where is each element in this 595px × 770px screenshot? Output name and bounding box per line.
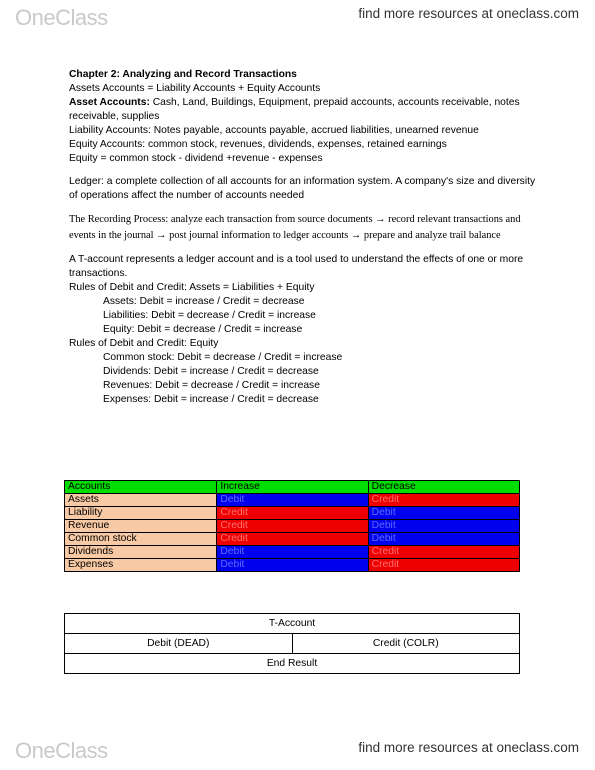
header-increase: Increase <box>217 481 368 494</box>
oneclass-logo[interactable]: OneClass <box>15 5 108 30</box>
increase-cell: Debit <box>217 546 368 559</box>
table-row <box>65 546 520 559</box>
asset-accounts-line <box>69 96 539 124</box>
account-cell: Liability <box>65 507 217 520</box>
account-cell: Assets <box>65 494 217 507</box>
table-row <box>65 507 520 520</box>
account-cell: Dividends <box>65 546 217 559</box>
liability-accounts-line: Liability Accounts: Notes payable, accounts payable, accrued liabilities, unearned revenue <box>69 125 479 136</box>
ledger-definition: Ledger: a complete collection of all accounts for an information system. A company's size and diversity of operations affect the number of accounts needed <box>69 176 536 201</box>
decrease-cell: Debit <box>368 520 519 533</box>
t-account-definition: A T-account represents a ledger account and is a tool used to understand the effects of one or more transactions. <box>69 254 524 279</box>
increase-cell: Debit <box>217 494 368 507</box>
rules-heading-2: Rules of Debit and Credit: Equity <box>69 338 219 349</box>
table-row <box>65 520 520 533</box>
decrease-cell: Debit <box>368 533 519 546</box>
rules-heading-1: Rules of Debit and Credit: Assets = Liabilities + Equity <box>69 282 315 293</box>
notes-content <box>69 68 539 407</box>
increase-cell: Debit <box>217 559 368 572</box>
rule-assets: Assets: Debit = increase / Credit = decrease <box>103 296 305 307</box>
equity-formula: Equity = common stock - dividend +revenue - expenses <box>69 153 323 164</box>
rule-dividends: Dividends: Debit = increase / Credit = decrease <box>103 366 319 377</box>
table-row <box>65 494 520 507</box>
t-account-result: End Result <box>65 654 520 674</box>
asset-accounts-label: Asset Accounts: <box>69 97 150 108</box>
table-row <box>65 559 520 572</box>
find-resources-link-footer[interactable]: find more resources at oneclass.com <box>358 740 579 755</box>
decrease-cell: Credit <box>368 546 519 559</box>
t-account-table <box>64 613 520 674</box>
rule-common-stock: Common stock: Debit = decrease / Credit = increase <box>103 352 343 363</box>
decrease-cell: Credit <box>368 494 519 507</box>
decrease-cell: Credit <box>368 559 519 572</box>
t-account-debit: Debit (DEAD) <box>65 634 293 654</box>
oneclass-logo-footer[interactable]: OneClass <box>15 738 108 763</box>
accounts-table <box>64 480 520 572</box>
account-cell: Revenue <box>65 520 217 533</box>
rule-equity: Equity: Debit = decrease / Credit = increase <box>103 324 303 335</box>
asset-accounts-text: Cash, Land, Buildings, Equipment, prepaid accounts, accounts receivable, notes receivable, supplies <box>69 97 520 122</box>
header-accounts: Accounts <box>65 481 217 494</box>
increase-cell: Credit <box>217 533 368 546</box>
account-cell: Expenses <box>65 559 217 572</box>
account-cell: Common stock <box>65 533 217 546</box>
table-row <box>65 533 520 546</box>
t-account-title: T-Account <box>65 614 520 634</box>
find-resources-link[interactable]: find more resources at oneclass.com <box>358 6 579 21</box>
increase-cell: Credit <box>217 507 368 520</box>
rule-liabilities: Liabilities: Debit = decrease / Credit = increase <box>103 310 316 321</box>
rule-expenses: Expenses: Debit = increase / Credit = decrease <box>103 394 319 405</box>
header-decrease: Decrease <box>368 481 519 494</box>
increase-cell: Credit <box>217 520 368 533</box>
equity-accounts-line: Equity Accounts: common stock, revenues, dividends, expenses, retained earnings <box>69 139 447 150</box>
rule-revenues: Revenues: Debit = decrease / Credit = increase <box>103 380 320 391</box>
t-account-credit: Credit (COLR) <box>292 634 520 654</box>
recording-process: The Recording Process: analyze each transaction from source documents → record relevant transactions and events in the journal → post journal information to ledger accounts → prepare and analyze trail balance <box>69 214 521 241</box>
chapter-title: Chapter 2: Analyzing and Record Transactions <box>69 69 297 80</box>
accounts-equation: Assets Accounts = Liability Accounts + Equity Accounts <box>69 83 321 94</box>
decrease-cell: Debit <box>368 507 519 520</box>
table-header-row <box>65 481 520 494</box>
